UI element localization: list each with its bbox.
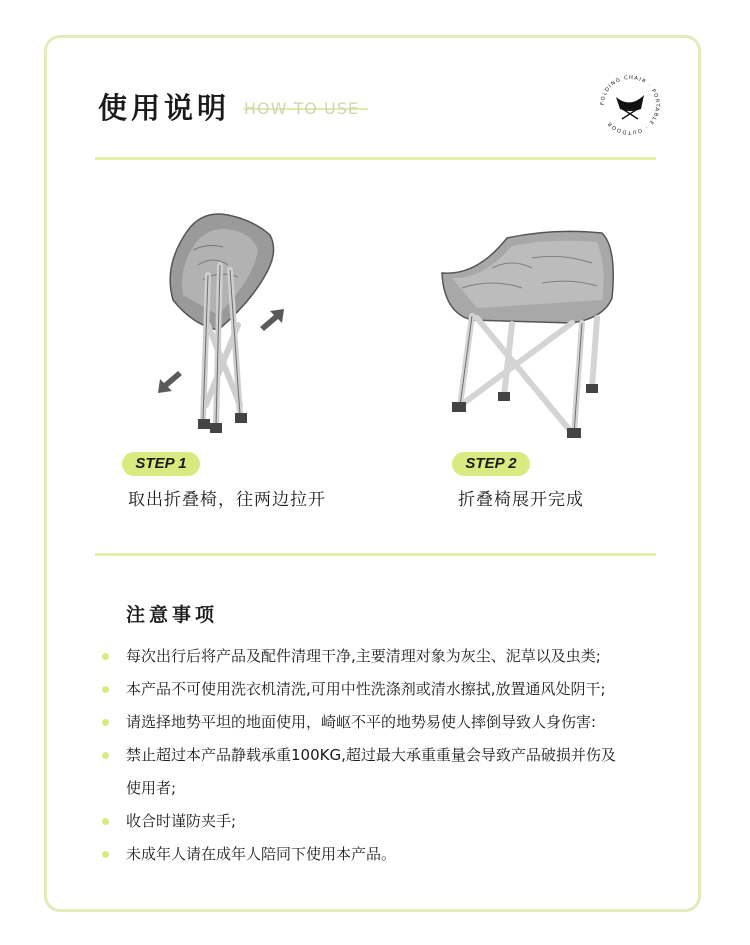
list-item	[100, 805, 680, 838]
list-item	[100, 673, 680, 706]
section-divider-top	[95, 157, 656, 160]
note-text: 未成年人请在成年人陪同下使用本产品。	[126, 845, 397, 863]
section-divider-bottom	[95, 553, 656, 556]
folded-chair-image	[158, 205, 288, 440]
bullet-dot-icon	[102, 653, 109, 660]
bullet-dot-icon	[102, 686, 109, 693]
unfolded-chair-image	[432, 228, 622, 450]
folding-chair-badge-icon	[594, 75, 666, 135]
page-title: 使用说明	[98, 91, 231, 125]
bullet-dot-icon	[102, 851, 109, 858]
step-1-badge: STEP 1	[122, 452, 200, 476]
list-item	[100, 739, 680, 805]
badge-text: FOLDING CHAIR · PORTABLE · OUTDOOR	[599, 75, 661, 135]
note-text: 禁止超过本产品静载承重100KG,超过最大承重重量会导致产品破损并伤及	[126, 746, 616, 764]
note-text: 每次出行后将产品及配件清理干净,主要清理对象为灰尘、泥草以及虫类;	[126, 647, 601, 665]
notes-list	[100, 640, 680, 871]
note-text: 收合时谨防夹手;	[126, 812, 237, 830]
note-text-continued: 使用者;	[126, 779, 177, 797]
step-2-description: 折叠椅展开完成	[458, 490, 584, 510]
list-item	[100, 640, 680, 673]
list-item	[100, 706, 680, 739]
page-subtitle: HOW TO USE	[244, 99, 359, 118]
bullet-dot-icon	[102, 719, 109, 726]
list-item	[100, 838, 680, 871]
note-text: 本产品不可使用洗衣机清洗,可用中性洗涤剂或清水擦拭,放置通风处阴干;	[126, 680, 606, 698]
note-text: 请选择地势平坦的地面使用，崎岖不平的地势易使人摔倒导致人身伤害:	[126, 713, 597, 731]
bullet-dot-icon	[102, 818, 109, 825]
arrow-left-icon	[158, 371, 182, 393]
step-1-description: 取出折叠椅，往两边拉开	[128, 490, 326, 510]
step-2-badge: STEP 2	[452, 452, 530, 476]
arrow-right-icon	[260, 309, 284, 331]
notes-title: 注意事项	[126, 604, 219, 626]
bullet-dot-icon	[102, 752, 109, 759]
